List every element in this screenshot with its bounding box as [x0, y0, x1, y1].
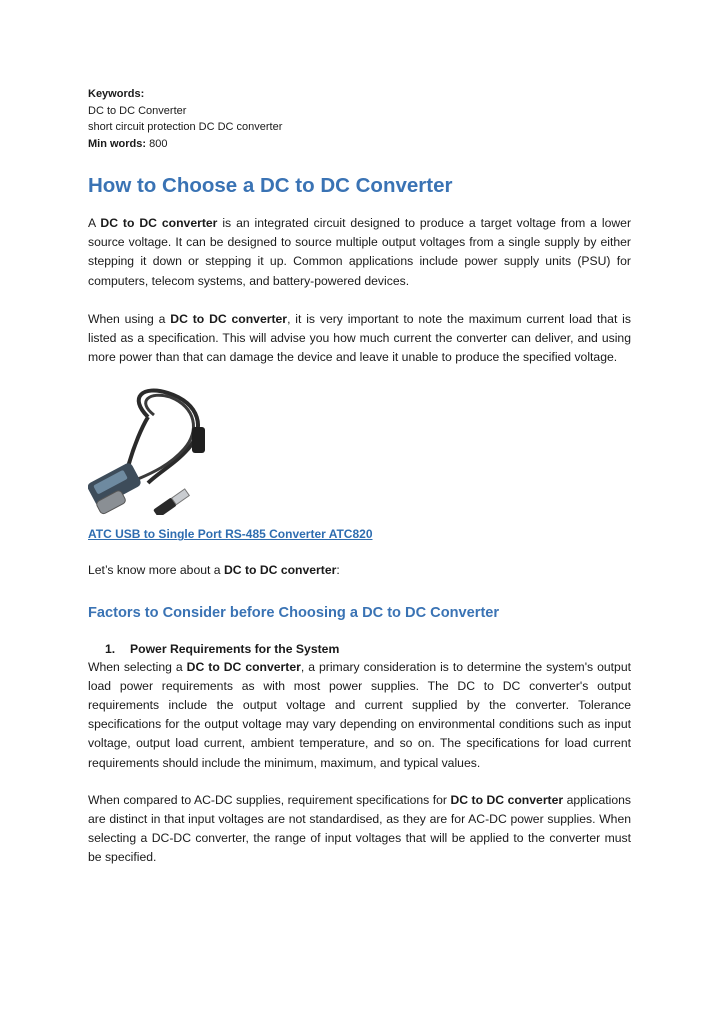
- lead-paragraph: Let’s know more about a DC to DC converter:: [88, 563, 340, 578]
- current-load-paragraph: When using a DC to DC converter, it is very important to note the maximum current load that is listed as a specification. This will advise you how much current the converter can deliver, and using more power than that can damage the device and leave it unable to produce the specified voltage.: [88, 311, 631, 365]
- intro-paragraph: A DC to DC converter is an integrated circuit designed to produce a target voltage from a lower source voltage. It can be designed to source multiple output voltages from a single supply by either stepping it down or stepping it up. Common applications include power supply units (PSU) for computers, telecom systems, and battery-powered devices.: [88, 216, 632, 288]
- page-title: How to Choose a DC to DC Converter: [88, 174, 453, 197]
- min-words-line: [88, 136, 631, 153]
- numbered-list-item: [88, 640, 631, 658]
- keyword-item: short circuit protection DC DC converter: [88, 121, 283, 133]
- section-heading: Factors to Consider before Choosing a DC to DC Converter: [88, 604, 500, 621]
- term-bold: DC to DC converter: [223, 563, 337, 578]
- term-bold: DC to DC converter: [450, 792, 564, 807]
- keyword-item: DC to DC Converter: [88, 104, 187, 117]
- term-bold: DC to DC converter: [170, 311, 288, 326]
- min-words-label: Min words:: [88, 137, 147, 150]
- ac-dc-comparison-paragraph: When compared to AC-DC supplies, requirement specifications for DC to DC converter applications are distinct in that input voltages are not standardised, as they are for AC-DC power supplies. When selecting a DC-DC converter, the range of input voltages that will be applied to the converter must be specified.: [88, 792, 631, 865]
- power-requirements-paragraph: When selecting a DC to DC converter, a primary consideration is to determine the system's output load power requirements as with most power supplies. The DC to DC converter's output requirements include the output voltage and current supplied by the converter. Tolerance specifications for the output voltage may vary depending on environmental conditions such as input voltage, output load current, ambient temperature, and so on. The specifications for load current requirements should include the minimum, maximum, and typical values.: [88, 659, 631, 770]
- document-page: [88, 86, 631, 868]
- term-bold: DC to DC converter: [100, 216, 218, 230]
- keywords-label: Keywords:: [88, 88, 145, 100]
- min-words-value: 800: [146, 137, 168, 150]
- list-item-label: Power Requirements for the System: [130, 641, 340, 656]
- image-caption-link[interactable]: ATC USB to Single Port RS-485 Converter ATC820: [88, 527, 373, 542]
- list-number: 1.: [105, 641, 116, 656]
- keywords-block: [88, 86, 631, 152]
- usb-rs485-converter-image: [88, 387, 208, 515]
- term-bold: DC to DC converter: [186, 659, 301, 674]
